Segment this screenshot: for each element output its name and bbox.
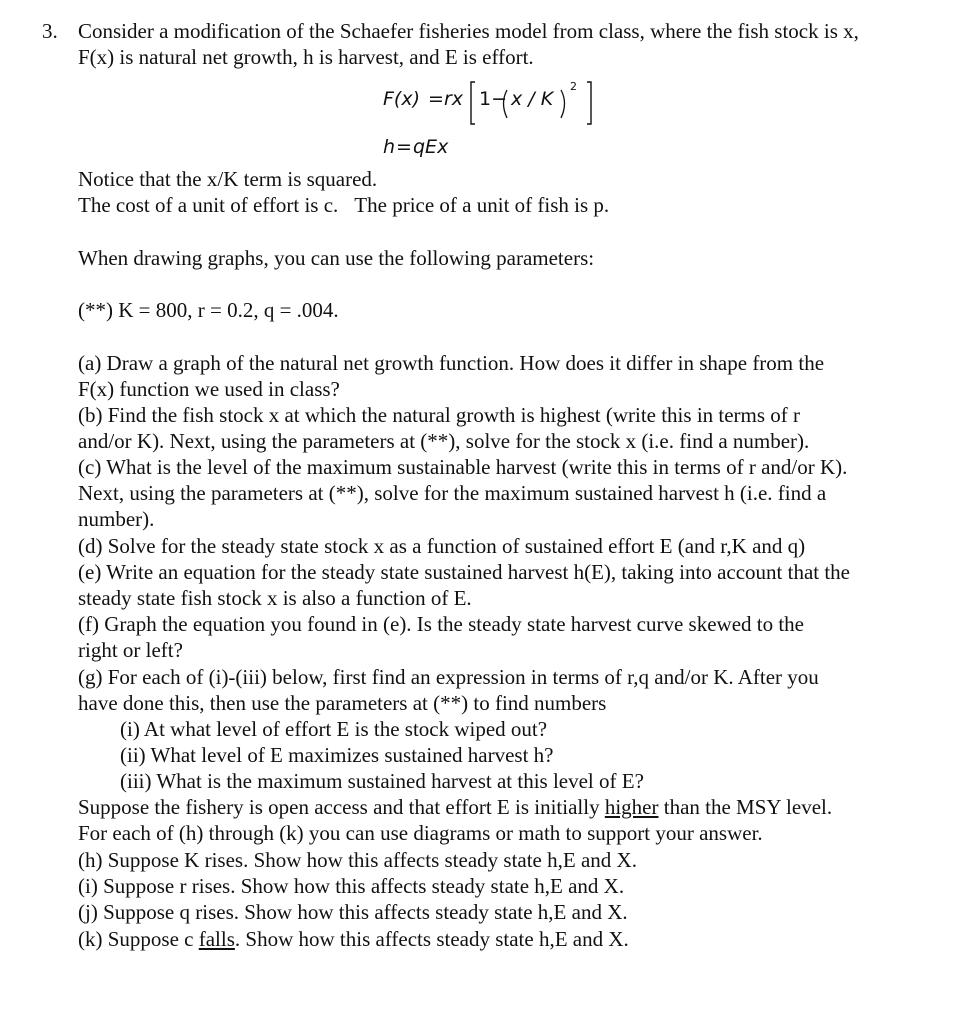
question-intro-line-1: Consider a modification of the Schaefer fisheries model from class, where the fish stock is x, — [78, 19, 859, 43]
growth-equation-equals: = — [428, 88, 444, 110]
part-c-line-3: number). — [78, 507, 155, 531]
growth-equation-lhs: F(x) — [383, 88, 420, 110]
open-access-text: Suppose the fishery is open access and that effort E is initially — [78, 795, 605, 819]
growth-equation-fraction: x / K — [511, 88, 554, 110]
open-access-text-end: than the MSY level. — [658, 795, 833, 819]
growth-equation-exponent: 2 — [570, 80, 577, 93]
harvest-equation — [383, 134, 503, 162]
note-price: The price of a unit of fish is p. — [354, 193, 610, 217]
harvest-equation-equals: = — [396, 136, 412, 158]
harvest-equation-lhs: h — [383, 136, 396, 158]
part-g-line-2: have done this, then use the parameters at (**) to find numbers — [78, 691, 607, 715]
part-g-sub-ii: (ii) What level of E maximizes sustained harvest h? — [120, 743, 554, 767]
part-k — [78, 926, 962, 952]
part-a-line-2: F(x) function we used in class? — [78, 377, 340, 401]
note-cost-price — [78, 192, 962, 218]
question-intro-line-2: F(x) is natural net growth, h is harvest, and E is effort. — [78, 45, 534, 69]
part-k-underlined: falls — [198, 927, 235, 951]
open-access-line-1 — [78, 794, 962, 820]
part-f-line-2: right or left? — [78, 638, 183, 662]
part-b-line-2: and/or K). Next, using the parameters at (**), solve for the stock x (i.e. find a number). — [78, 429, 810, 453]
open-access-line-2: For each of (h) through (k) you can use diagrams or math to support your answer. — [78, 821, 763, 845]
growth-equation-inner: 1− — [479, 88, 508, 110]
part-e-line-2: steady state fish stock x is also a function of E. — [78, 586, 472, 610]
part-a-line-1: (a) Draw a graph of the natural net growth function. How does it differ in shape from the — [78, 351, 825, 375]
part-i: (i) Suppose r rises. Show how this affects steady state h,E and X. — [78, 874, 625, 898]
part-g-line-1: (g) For each of (i)-(iii) below, first find an expression in terms of r,q and/or K. After you — [78, 665, 819, 689]
growth-equation — [383, 78, 603, 130]
note-squared: Notice that the x/K term is squared. — [78, 167, 378, 191]
part-h: (h) Suppose K rises. Show how this affects steady state h,E and X. — [78, 848, 637, 872]
part-f-line-1: (f) Graph the equation you found in (e). Is the steady state harvest curve skewed to the — [78, 612, 805, 636]
part-k-text-end: . Show how this affects steady state h,E and X. — [234, 927, 629, 951]
part-c-line-1: (c) What is the level of the maximum sustainable harvest (write this in terms of r and/or K). — [78, 455, 848, 479]
note-graphs: When drawing graphs, you can use the following parameters: — [78, 246, 595, 270]
growth-equation-rx: rx — [444, 88, 464, 110]
part-g-sub-i: (i) At what level of effort E is the stock wiped out? — [120, 717, 548, 741]
question-number: 3. — [42, 19, 58, 43]
part-k-text: (k) Suppose c — [78, 927, 199, 951]
part-g-sub-iii: (iii) What is the maximum sustained harvest at this level of E? — [120, 769, 644, 793]
part-b-line-1: (b) Find the fish stock x at which the natural growth is highest (write this in terms of r — [78, 403, 801, 427]
part-c-line-2: Next, using the parameters at (**), solve for the maximum sustained harvest h (i.e. find a — [78, 481, 827, 505]
open-access-underlined: higher — [604, 795, 659, 819]
parameters: (**) K = 800, r = 0.2, q = .004. — [78, 298, 339, 322]
harvest-equation-rhs: qEx — [413, 136, 449, 158]
note-cost: The cost of a unit of effort is c. — [78, 193, 339, 217]
part-d-line-1: (d) Solve for the steady state stock x as a function of sustained effort E (and r,K and q) — [78, 534, 806, 558]
part-e-line-1: (e) Write an equation for the steady state sustained harvest h(E), taking into account that the — [78, 560, 851, 584]
part-j: (j) Suppose q rises. Show how this affects steady state h,E and X. — [78, 900, 628, 924]
